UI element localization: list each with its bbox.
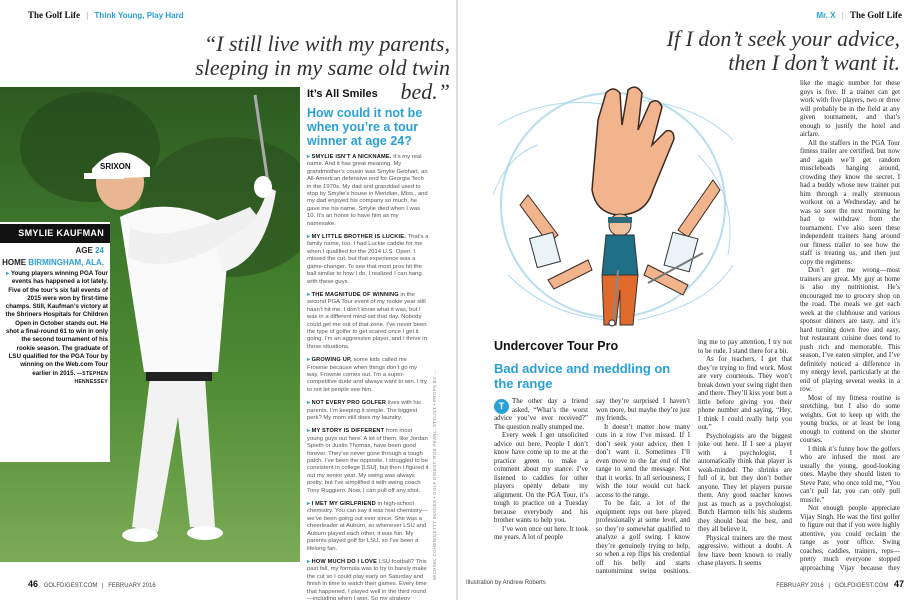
sidebar-item: ▸ MY STORY IS DIFFERENT from most young guys out here. A lot of them, like Jordan Spieth or Justin Thomas, have been good forever. They’ve never gone through a tough patch. I’ve been the opposite. I struggled to be consistent in college [LSU], but then I figured it out my senior year. My swing was always pretty, but I’ve simplified it with swing coach Tony Ruggiero. Now, I can pull off any shot.	[307, 428, 429, 494]
article-paragraph: like the magic number for these guys is five. If a trainer can get work with five players, two or three will probably be in the field at any given tournament, and that’s enough to justify the hotel and airfare.	[800, 80, 900, 138]
sidebar-item-lead: I MET MY GIRLFRIEND	[311, 501, 376, 508]
article-column-1	[494, 398, 588, 573]
sidebar-item: ▸ MY LITTLE BROTHER IS LUCKIE. That’s a family name, too. I had Luckie caddie for me when I qualified for the 2014 U.S. Open. I missed the cut, but that experience was a game-changer. To see that most pros hit the ball similar to how I do, I realized I can hang with these guys.	[307, 234, 429, 285]
folio-date: FEBRUARY 2016	[776, 583, 824, 589]
svg-text:SRIXON: SRIXON	[100, 162, 131, 171]
folio-site: GOLFDIGEST.COM	[43, 583, 98, 589]
profile-age	[0, 246, 110, 255]
article-column-3	[698, 339, 792, 573]
sidebar-item-text: It’s my real name. And it has great meaning. My grandmother’s cousin was Smylie Gebhart, an All-American defensive end for Georgia Tech in the 1970s. My dad and granddad used to stop by Smylie’s house in Meridian, Miss., and my dad enjoyed his company so much, he gave me his name. Smylie died when I was 10. It’s an honor to have him as my namesake.	[307, 154, 428, 227]
sidebar-item-text: in high-school chemistry. You can say it was real chemistry—we’ve been going out ever since. She was a cheerleader at Auburn, so whenever LSU and Auburn played each other, it was fun. My parents played golf for LSU, so I’ve been a lifelong fan.	[307, 501, 428, 552]
right-pull-quote: If I don’t seek your advice, then I don’t want it.	[666, 26, 900, 75]
sidebar-item-lead: NOT EVERY PRO GOLFER	[311, 400, 387, 407]
article-paragraph: As for teachers, I get that they’re trying to find work. Most are very courteous. They won’t break down your swing right then and there. They’ll kiss your butt a little before giving you their phone number and saying, “Hey, I think I could really help you out.”	[698, 356, 792, 431]
bio-text: Young players winning PGA Tour events has happened a lot lately. Five of the tour’s six fall events of 2015 were won by first-time champs. Still, Kaufman’s victory at the Shriners Hospitals for Children Open in October stands out. He shot a final-round 61 to win in only the second tournament of his rookie season. The graduate of LSU qualified for the PGA Tour by winning on the Web.com Tour earlier in 2015.	[5, 270, 108, 377]
sidebar-item: ▸ NOT EVERY PRO GOLFER lives with his parents. I’m keeping it simple. The biggest perk? My mom still does my laundry.	[307, 400, 421, 421]
article-paragraph: Not enough people appreciate Vijay Singh. He was the first golfer to figure out that if you were highly attentive, you could reclaim the range as your office. Swing coaches, caddies, trainers, reps—pretty much everyone stopped approaching Vijay because they	[800, 505, 900, 572]
sidebar-title: It’s All Smiles	[307, 88, 378, 100]
article-paragraph: Psychologists are the biggest joke out here. If I see a player with a psychologist, I automatically think that player is weak-minded. The shrinks are full of it, but they don’t bother anyone. They let players pursue them. Any good teacher knows just as much as a psychologist. Butch Harmon tells his students they should beat the best, and they all believe it.	[698, 432, 792, 533]
folio-date: FEBRUARY 2016	[108, 583, 156, 589]
stop-hand-illustration	[488, 85, 746, 328]
page-number: 46	[28, 579, 39, 589]
right-running-header: Mr. X | The Golf Life	[816, 10, 902, 20]
article-column-4	[800, 80, 900, 573]
section-label: Think Young, Play Hard	[94, 11, 184, 20]
illustration	[488, 85, 746, 328]
article-paragraph: All the staffers in the PGA Tour fitness trailer are certified, but now and again we’ll get random muscleheads hanging around, crowding they know the secret. I had a buddy whose new trainer put him through a really strenuous workout on a Wednesday, and he was so sore the next morning he had to withdraw from the tournament. I’ve also seen these independent trainers hang around our fitness trailer to see how the staff is treating us, and then just copy the regimens.	[800, 139, 900, 266]
sidebar-item-lead: MY LITTLE BROTHER IS LUCKIE.	[311, 234, 406, 241]
sidebar-item: ▸ I MET MY GIRLFRIEND in high-school chemistry. You can say it was real chemistry—we’ve been going out ever since. She was a cheerleader at Auburn, so whenever LSU and Auburn played each other, it was fun. My parents played golf for LSU, so I’ve been a lifelong fan.	[307, 501, 428, 552]
age-label: AGE	[75, 246, 93, 255]
profile-home	[0, 258, 110, 267]
article-paragraph: To be fair, a lot of the equipment reps out here played professionally at some level, and so they’re somewhat qualified to analyze a golf swing. I know they’re genuinely trying to help, so when a rep flips his credential off his belly and starts pantomiming swing positions,	[596, 500, 690, 573]
right-page	[458, 0, 914, 600]
age-value: 24	[95, 246, 104, 255]
sidebar-item: ▸ GROWING UP, some kids called me Frownie because when things don’t go my way, Frownie comes out. I’m a super-competitive dude and always want to win. I try to not let people see him.	[307, 357, 427, 393]
article-paragraph: Don’t get me wrong—most trainers are great. My guy at home is also my nutritionist. He’s encouraged me to grocery shop on the road. The meals we get each week at the clubhouse and various sponsor dinners are tasty, and it’s hard turning down free and easy, but restaurant cuisine does tend to push rich and memorable. This season, I’ve eaten simpler, and I’ve definitely noticed a difference in my energy level, particularly at the end of playing several weeks in a row.	[800, 267, 900, 393]
folio-site: GOLFDIGEST.COM	[834, 583, 889, 589]
article-paragraph: It doesn’t matter how many cuts in a row I’ve missed. If I don’t seek your advice, then I don’t want it. Sometimes I’ll even move to the far end of the range to send the message. Not that it works. In all seriousness, I wish the tour would cut back access to the range.	[596, 423, 690, 499]
article-paragraph: Physical trainers are the most aggressive, without a doubt. A few have been known to really chase players. It seems	[698, 534, 792, 567]
right-folio: FEBRUARY 2016 | GOLFDIGEST.COM 47	[776, 579, 904, 589]
photo-credit: MICHAEL COHEN/GETTY IMAGES • GOLF DIGEST: ROB PEARL, STYLIST • PROPS BY ...	[432, 370, 437, 580]
sidebar-item-text: in the second PGA Tour event of my rookie year still hasn’t hit me. I don’t know what it was, but I was in a different mind-set that day. Nobody could get me out of that zone. I’ve never been the type of golfer to get scared once I get it going. I’m an aggressive player, and I thrive in those situations.	[307, 291, 427, 350]
profile-bio: ▸ Young players winning PGA Tour events has happened a lot lately. Five of the tour’s six fall events of 2015 were won by first-time champs. Still, Kaufman’s victory at the Shriners Hospitals for Children Open in October stands out. He shot a final-round 61 to win in only the second tournament of his rookie season. The graduate of LSU qualified for the PGA Tour by winning on the Web.com Tour earlier in 2015. —STEPHEN HENNESSEY	[5, 270, 108, 385]
left-pull-quote: “I still live with my parents, sleeping in my same old twin bed.”	[195, 31, 450, 104]
brand-label: The Golf Life	[28, 10, 80, 20]
bio-credit: —STEPHEN HENNESSEY	[74, 370, 108, 385]
sidebar-item-text: LSU football? This past fall, my formula was to try to barely make the cut so I could play early on Saturday and finish in time to watch their games. Every time that happened, I played well in the third round—including when I won. So my strategy	[307, 558, 427, 600]
sidebar-item-lead: GROWING UP,	[311, 357, 352, 364]
sidebar-item: ▸ THE MAGNITUDE OF WINNING in the second PGA Tour event of my rookie year still hasn’t hit me. I don’t know what it was, but I was in a different mind-set that day. Nobody could get me out of that zone. I’ve never been the type of golfer to get scared once I get it going. I’m an aggressive player, and I thrive in those situations.	[307, 291, 427, 350]
sidebar-item-lead: THE MAGNITUDE OF WINNING	[311, 291, 399, 298]
article-paragraph: Most of my fitness routine is stretching, but I also do some weights. Got to keep up with the young bucks, or at least be long enough to contend on the shorter courses.	[800, 394, 900, 444]
sidebar-item-lead: HOW MUCH DO I LOVE	[311, 558, 378, 565]
article-paragraph: The other day a friend asked, “What’s the worst advice you’ve ever received?” The question really stumped me.	[494, 398, 588, 431]
page-number: 47	[893, 579, 904, 589]
left-running-header: The Golf Life | Think Young, Play Hard	[28, 10, 184, 20]
home-label: HOME	[2, 258, 27, 267]
sidebar-item-lead: SMYLIE ISN’T A NICKNAME.	[311, 154, 392, 160]
drop-cap: T	[494, 399, 509, 414]
left-folio: 46 GOLFDIGEST.COM | FEBRUARY 2016	[28, 579, 156, 589]
left-page	[0, 0, 456, 600]
article-headline: Undercover Tour Pro	[494, 339, 619, 353]
sidebar-item: ▸ HOW MUCH DO I LOVE LSU football? This past fall, my formula was to try to barely make the cut so I could play early on Saturday and finish in time to watch their games. Every time that happened, I played well in the third round—including when I won. So my strategy	[307, 559, 429, 600]
sidebar-item-text: That’s a family name, too. I had Luckie caddie for me when I qualified for the 2014 U.S. Open. I missed the cut, but that experience was a game-changer. To see that most pros hit the ball similar to how I do, I realized I can hang with these guys.	[307, 234, 429, 285]
sidebar-item-text: some kids called me Frownie because when things don’t go my way, Frownie comes out. I’m a super-competitive dude and always want to win. I try to not let people see him.	[307, 357, 427, 393]
article-paragraph: I’ve won once out here. It took me years. A lot of people	[494, 525, 588, 541]
sidebar-item: ▸ SMYLIE ISN’T A NICKNAME. It’s my real name. And it has great meaning. My grandmother’s cousin was Smylie Gebhart, an All-American defensive end for Georgia Tech in the 1970s. My dad and granddad used to stop by Smylie’s house in Meridian, Miss., and my dad enjoyed his company so much, he gave me his name. Smylie died when I was 10. It’s an honor to have him as my namesake.	[307, 154, 428, 227]
brand-label: The Golf Life	[850, 10, 902, 20]
article-deck: Bad advice and meddling on the range	[494, 361, 671, 391]
article-paragraph: ing me to pay attention, I try not to be rude. I stand there for a bit.	[698, 339, 792, 355]
sidebar-item-text: lives with his parents. I’m keeping it simple. The biggest perk? My mom still does my laundry.	[307, 400, 421, 421]
sidebar-item-lead: MY STORY IS DIFFERENT	[311, 428, 385, 435]
sidebar-item-text: from most young guys out here. A lot of them, like Jordan Spieth or Justin Thomas, have been good forever. They’ve never gone through a tough patch. I’ve been the opposite. I struggled to be consistent in college [LSU], but then I figured it out my senior year. My swing was always pretty, but I’ve simplified it with swing coach Tony Ruggiero. Now, I can pull off any shot.	[307, 428, 429, 494]
article-paragraph: say they’re surprised I haven’t won more, but maybe they’re just my friends.	[596, 398, 690, 422]
sidebar-items	[307, 154, 429, 600]
article-paragraph: I think it’s funny how the golfers who are infused the most are usually the young, good-looking ones. Maybe they should listen to Steve Pate, who once told me, “You can’t pull fat, you can only pull muscle.”	[800, 445, 900, 504]
article-paragraph: Every week I get unsolicited advice out here. People I don’t know have come up to me at the practice green to make a comment about my stance. I’ve listened to caddies for other players openly debate my alignment. On the PGA Tour, it’s tough to practice on a Tuesday because everybody and his brother wants to help you.	[494, 432, 588, 524]
sidebar-column	[307, 88, 429, 600]
article-column-2	[596, 398, 690, 573]
sidebar-subtitle: How could it not be when you’re a tour winner at age 24?	[307, 106, 423, 148]
home-value: BIRMINGHAM, ALA.	[28, 258, 104, 267]
section-label: Mr. X	[816, 11, 836, 20]
profile-name: SMYLIE KAUFMAN	[0, 224, 110, 243]
illustration-credit: Illustration by Andrew Roberts	[466, 580, 546, 586]
